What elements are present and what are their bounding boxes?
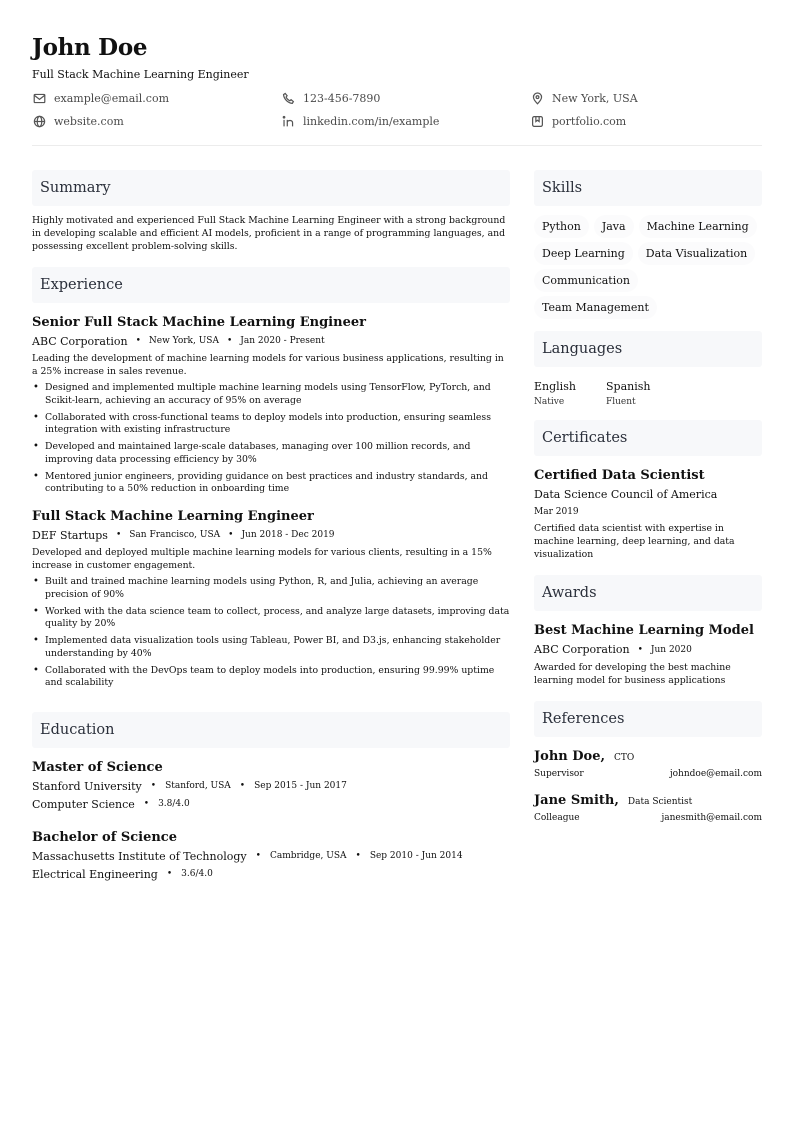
linkedin-link[interactable]: linkedin.com/in/example — [303, 115, 440, 128]
section-heading-certificates: Certificates — [534, 420, 762, 456]
award-org: ABC Corporation — [534, 643, 630, 656]
job-meta — [32, 529, 510, 542]
job-company: DEF Startups — [32, 528, 108, 542]
education-meta — [32, 849, 510, 864]
left-column — [32, 170, 510, 882]
language-name: Spanish — [606, 380, 651, 393]
skills-list — [534, 215, 762, 319]
reference-details — [534, 813, 762, 823]
section-heading-experience: Experience — [32, 267, 510, 303]
certificate-item — [534, 467, 762, 561]
job-bullets — [32, 576, 510, 690]
location-text: New York, USA — [552, 92, 638, 105]
job-dates: Jan 2020 - Present — [240, 336, 325, 346]
reference-details — [534, 769, 762, 779]
job-bullet: • Developed and maintained large-scale databases, managing over 100 million records, and improving data processing efficiency by 30% — [32, 441, 510, 466]
degree-title: Bachelor of Science — [32, 829, 177, 845]
section-heading-languages: Languages — [534, 331, 762, 367]
reference-email[interactable]: janesmith@email.com — [661, 813, 762, 823]
job-bullet: • Worked with the data science team to collect, process, and analyze large datasets, improving data quality by 20% — [32, 606, 510, 631]
reference-role: Data Scientist — [627, 797, 693, 807]
reference-item — [534, 749, 762, 779]
award-meta — [534, 643, 762, 657]
header-divider — [32, 145, 762, 146]
degree-title: Master of Science — [32, 759, 163, 775]
school-name: Stanford University — [32, 779, 142, 793]
separator-dot: • — [239, 780, 246, 791]
education-meta — [32, 779, 510, 794]
field-of-study: Electrical Engineering — [32, 867, 158, 881]
skill-tag: Python — [534, 215, 589, 238]
mail-icon — [32, 92, 46, 106]
separator-dot: • — [226, 336, 233, 346]
award-item — [534, 622, 762, 687]
contact-linkedin[interactable] — [281, 114, 530, 129]
reference-item — [534, 793, 762, 823]
reference-name: John Doe, — [534, 749, 605, 764]
gpa: 3.6/4.0 — [181, 868, 213, 879]
skill-tag: Data Visualization — [638, 242, 755, 265]
separator-dot: • — [255, 850, 261, 861]
summary-text: Highly motivated and experienced Full Stack Machine Learning Engineer with a strong background in developing scalable and efficient AI models, proficient in a range of programming languages, and possessing excellent problem-solving skills. — [32, 215, 506, 252]
certificate-description: Certified data scientist with expertise in machine learning, deep learning, and data visualization — [534, 523, 735, 560]
job-bullet: • Collaborated with cross-functional teams to deploy models into production, ensuring seamless integration with existing infrastructure — [32, 412, 510, 437]
section-heading-references: References — [534, 701, 762, 737]
contact-portfolio[interactable] — [530, 114, 762, 129]
email-link[interactable]: example@email.com — [54, 92, 170, 105]
job-description: Leading the development of machine learning models for various business applications, resulting in a 25% increase in sales revenue. — [32, 353, 504, 377]
job-bullet: • Implemented data visualization tools using Tableau, Power BI, and D3.js, enhancing stakeholder understanding by 40% — [32, 635, 510, 660]
certificate-title: Certified Data Scientist — [534, 468, 705, 483]
globe-icon — [32, 115, 46, 129]
job-bullet: • Designed and implemented multiple machine learning models using TensorFlow, PyTorch, and Scikit-learn, achieving an accuracy of 95% on average — [32, 382, 510, 407]
portfolio-link[interactable]: portfolio.com — [552, 115, 627, 128]
reference-role: CTO — [614, 753, 635, 763]
separator-dot: • — [637, 645, 643, 655]
award-description: Awarded for developing the best machine learning model for business applications — [534, 662, 731, 686]
contact-phone[interactable] — [281, 91, 530, 106]
section-heading-skills: Skills — [534, 170, 762, 206]
reference-header — [534, 749, 762, 764]
skill-tag: Communication — [534, 269, 638, 292]
reference-email[interactable]: johndoe@email.com — [669, 769, 762, 779]
separator-dot: • — [150, 780, 157, 791]
candidate-name: John Doe — [32, 34, 148, 61]
certificate-issuer: Data Science Council of America — [534, 488, 718, 501]
section-heading-summary: Summary — [32, 170, 510, 206]
education-dates: Sep 2010 - Jun 2014 — [369, 850, 463, 861]
contact-website[interactable] — [32, 114, 281, 129]
separator-dot: • — [135, 336, 141, 346]
contact-list — [32, 91, 762, 129]
school-location: Cambridge, USA — [269, 850, 347, 861]
job-description: Developed and deployed multiple machine learning models for various clients, resulting in a 15% increase in customer engagement. — [32, 546, 492, 571]
gpa: 3.8/4.0 — [158, 798, 190, 809]
job-dates: Jun 2018 - Dec 2019 — [241, 529, 335, 540]
section-heading-awards: Awards — [534, 575, 762, 611]
experience-item — [32, 508, 510, 690]
contact-email[interactable] — [32, 91, 281, 106]
languages-list — [534, 379, 762, 408]
separator-dot: • — [115, 529, 122, 540]
job-bullets — [32, 382, 510, 496]
school-name: Massachusetts Institute of Technology — [32, 849, 247, 863]
skill-tag: Machine Learning — [639, 215, 757, 238]
contact-location — [530, 91, 762, 106]
reference-header — [534, 793, 762, 808]
right-column — [534, 170, 762, 823]
job-bullet: • Mentored junior engineers, providing guidance on best practices and industry standards, and contributing to a 50% reduction in onboarding time — [32, 471, 510, 496]
language-name: English — [534, 380, 576, 393]
education-dates: Sep 2015 - Jun 2017 — [254, 780, 347, 791]
separator-dot: • — [143, 798, 150, 809]
school-location: Stanford, USA — [165, 780, 231, 791]
skill-tag: Deep Learning — [534, 242, 633, 265]
job-title: Senior Full Stack Machine Learning Engineer — [32, 315, 366, 330]
job-location: San Francisco, USA — [129, 529, 221, 540]
language-item — [534, 379, 606, 408]
phone-icon — [281, 92, 295, 106]
language-level: Native — [534, 397, 565, 407]
job-meta — [32, 335, 510, 348]
education-item — [32, 759, 510, 812]
language-level: Fluent — [606, 397, 636, 407]
separator-dot: • — [228, 529, 234, 540]
reference-name: Jane Smith, — [534, 793, 619, 808]
field-of-study: Computer Science — [32, 797, 135, 811]
separator-dot: • — [166, 868, 173, 879]
skill-tag: Team Management — [534, 296, 657, 319]
job-title: Full Stack Machine Learning Engineer — [32, 508, 314, 524]
experience-item — [32, 314, 510, 496]
location-pin-icon — [530, 92, 544, 106]
phone-link[interactable]: 123-456-7890 — [303, 92, 381, 105]
candidate-title: Full Stack Machine Learning Engineer — [32, 68, 249, 81]
job-bullet: • Built and trained machine learning models using Python, R, and Julia, achieving an average precision of 90% — [32, 576, 510, 601]
education-field-row — [32, 797, 510, 812]
job-bullet: • Collaborated with the DevOps team to deploy models into production, ensuring 99.99% uptime and scalability — [32, 665, 510, 690]
reference-relation: Colleague — [534, 813, 580, 823]
skill-tag: Java — [594, 215, 634, 238]
award-title: Best Machine Learning Model — [534, 623, 754, 638]
job-location: New York, USA — [148, 336, 219, 346]
section-heading-education: Education — [32, 712, 510, 748]
language-item — [606, 379, 678, 408]
reference-relation: Supervisor — [534, 769, 584, 779]
website-link[interactable]: website.com — [54, 115, 124, 128]
award-date: Jun 2020 — [650, 645, 692, 655]
portfolio-icon — [530, 115, 544, 129]
separator-dot: • — [355, 850, 361, 861]
job-company: ABC Corporation — [32, 335, 128, 348]
education-field-row — [32, 867, 510, 882]
resume-header — [32, 34, 762, 129]
certificate-date: Mar 2019 — [534, 507, 579, 517]
linkedin-icon — [281, 115, 295, 129]
education-item — [32, 829, 510, 882]
